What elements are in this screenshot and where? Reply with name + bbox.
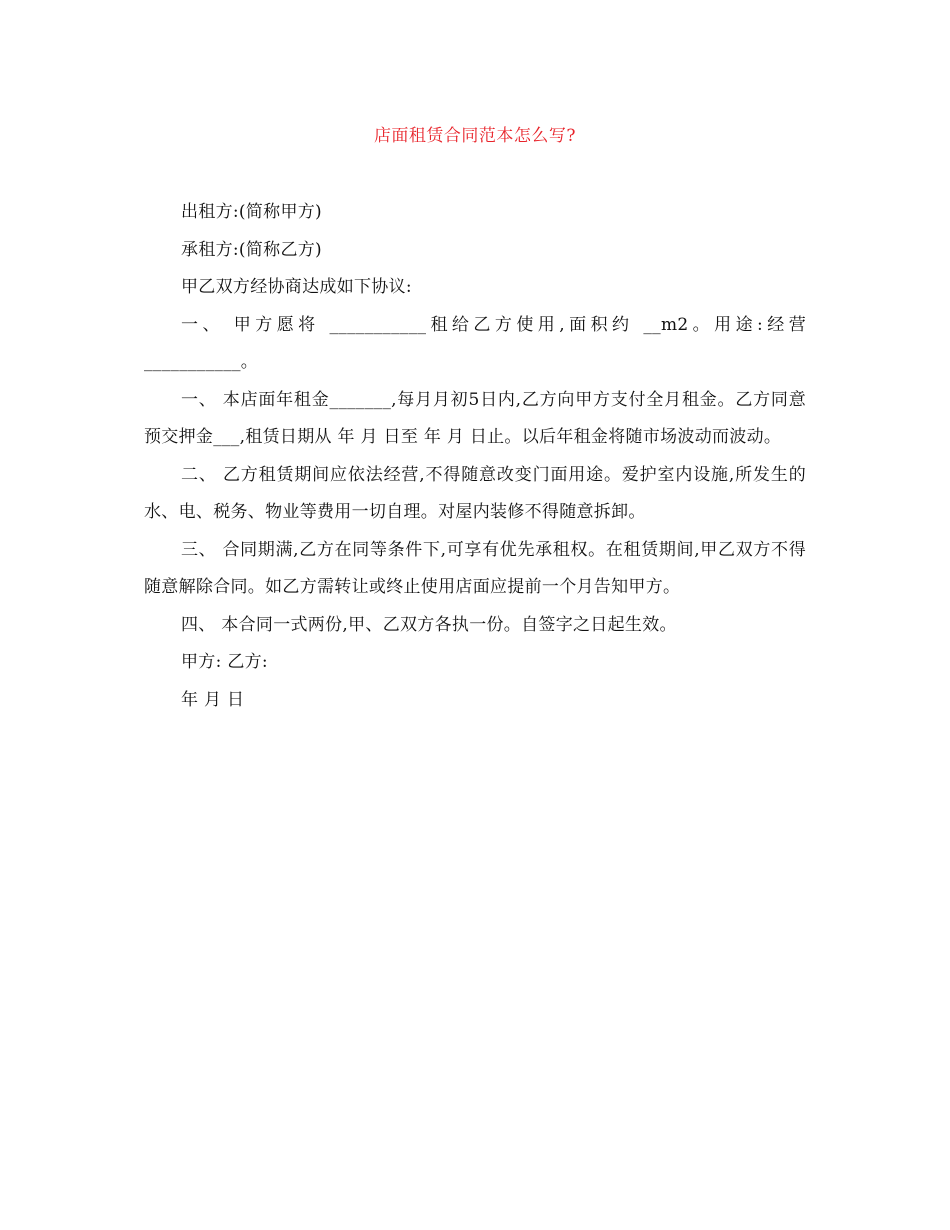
paragraph-lessee: 承租方:(简称乙方) [181,239,322,260]
signature-line: 甲方: 乙方: [181,652,268,672]
date-line: 年 月 日 [181,689,245,710]
paragraph-lessor: 出租方:(简称甲方) [181,202,322,222]
document-body [144,194,812,719]
paragraph-clause-copies: 四、 本合同一式两份,甲、乙双方各执一份。自签字之日起生效。 [181,614,677,635]
paragraph-agreement-intro: 甲乙双方经协商达成如下协议: [181,277,412,297]
paragraph-clause-renewal: 三、 合同期满,乙方在同等条件下,可享有优先承租权。在租赁期间,甲乙双方不得随意解除合同。如乙方需转让或终止使用店面应提前一个月告知甲方。 [144,539,806,597]
paragraph-clause-rent: 一、 本店面年租金_______,每月月初5日内,乙方向甲方支付全月租金。乙方同意预交押金___,租赁日期从 年 月 日至 年 月 日止。以后年租金将随市场波动而波动。 [144,389,806,447]
paragraph-clause-usage: 二、 乙方租赁期间应依法经营,不得随意改变门面用途。爱护室内设施,所发生的水、电、税务、物业等费用一切自理。对屋内装修不得随意拆卸。 [144,464,806,522]
paragraph-clause-premises: 一、 甲方愿将 ___________租给乙方使用,面积约 __m2。用途:经营 ___________。 [144,314,812,372]
document-title: 店面租赁合同范本怎么写? [373,126,577,146]
